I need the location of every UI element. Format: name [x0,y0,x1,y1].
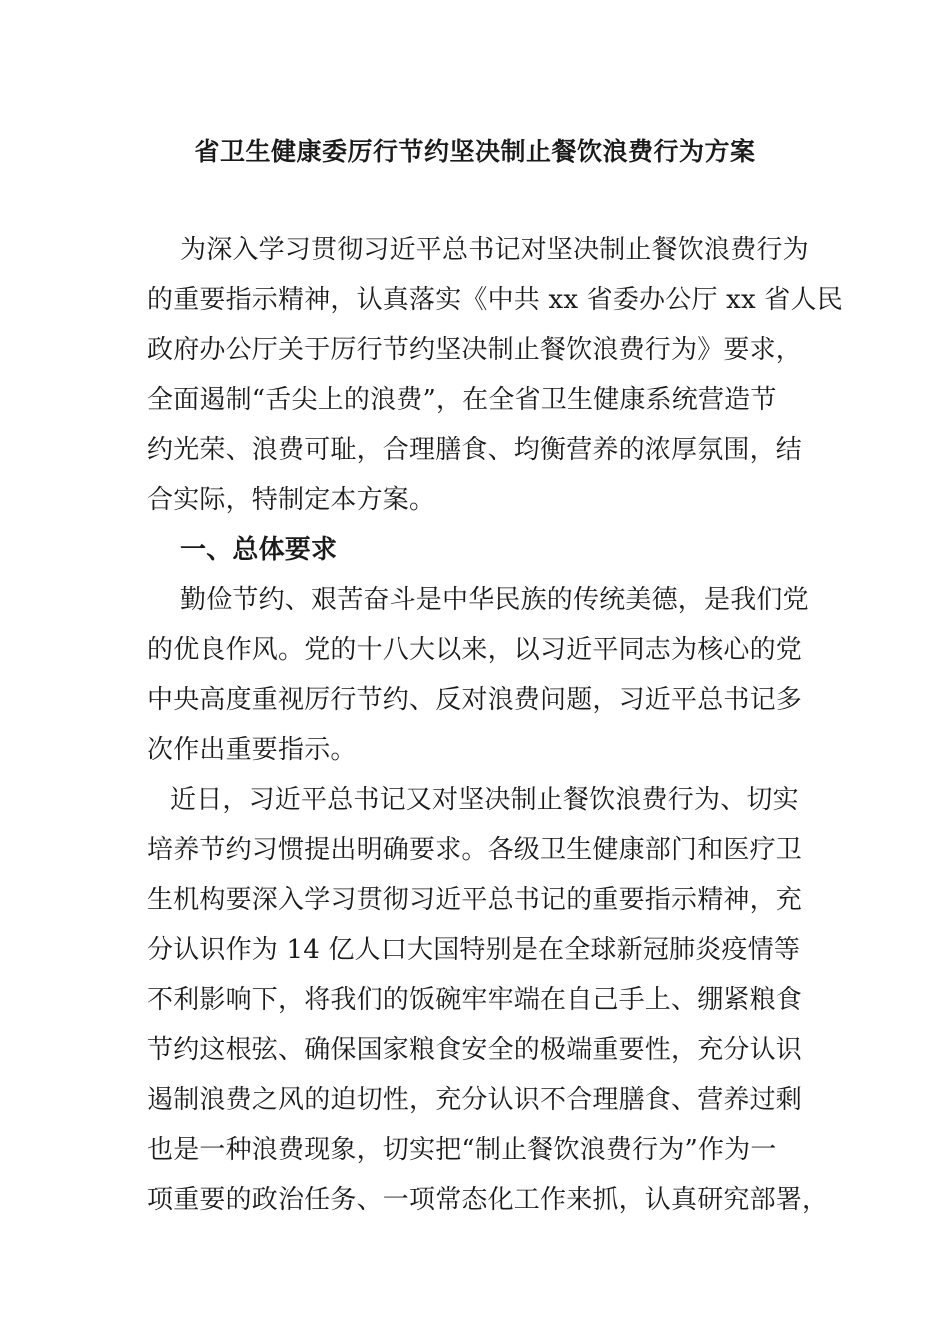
body-line: 项重要的政治任务、一项常态化工作来抓，认真研究部署， [147,1185,829,1215]
body-line: 中央高度重视厉行节约、反对浪费问题，习近平总书记多 [147,685,803,715]
body-line: 的重要指示精神，认真落实《中共 xx 省委办公厅 xx 省人民 [147,285,843,315]
document-title: 省卫生健康委厉行节约坚决制止餐饮浪费行为方案 [194,137,756,166]
body-line: 政府办公厅关于厉行节约坚决制止餐饮浪费行为》要求， [147,335,803,365]
body-line: 不利影响下，将我们的饭碗牢牢端在自己手上、绷紧粮食 [147,985,803,1015]
body-line: 勤俭节约、艰苦奋斗是中华民族的传统美德，是我们党 [180,585,809,615]
body-line: 次作出重要指示。 [147,735,357,765]
body-line: 分认识作为 14 亿人口大国特别是在全球新冠肺炎疫情等 [147,935,801,965]
body-line: 为深入学习贯彻习近平总书记对坚决制止餐饮浪费行为 [180,235,809,265]
body-line: 合实际，特制定本方案。 [147,485,436,515]
body-line: 遏制浪费之风的迫切性，充分认识不合理膳食、营养过剩 [147,1085,803,1115]
body-line: 培养节约习惯提出明确要求。各级卫生健康部门和医疗卫 [147,835,803,865]
section-heading: 一、总体要求 [180,535,338,565]
body-line: 的优良作风。党的十八大以来，以习近平同志为核心的党 [147,635,803,665]
body-line: 节约这根弦、确保国家粮食安全的极端重要性，充分认识 [147,1035,803,1065]
body-line: 全面遏制“舌尖上的浪费”，在全省卫生健康系统营造节 [147,385,777,415]
body-line: 也是一种浪费现象，切实把“制止餐饮浪费行为”作为一 [147,1135,777,1165]
body-line: 生机构要深入学习贯彻习近平总书记的重要指示精神，充 [147,885,803,915]
body-line: 近日，习近平总书记又对坚决制止餐饮浪费行为、切实 [170,785,799,815]
body-line: 约光荣、浪费可耻，合理膳食、均衡营养的浓厚氛围，结 [147,435,803,465]
